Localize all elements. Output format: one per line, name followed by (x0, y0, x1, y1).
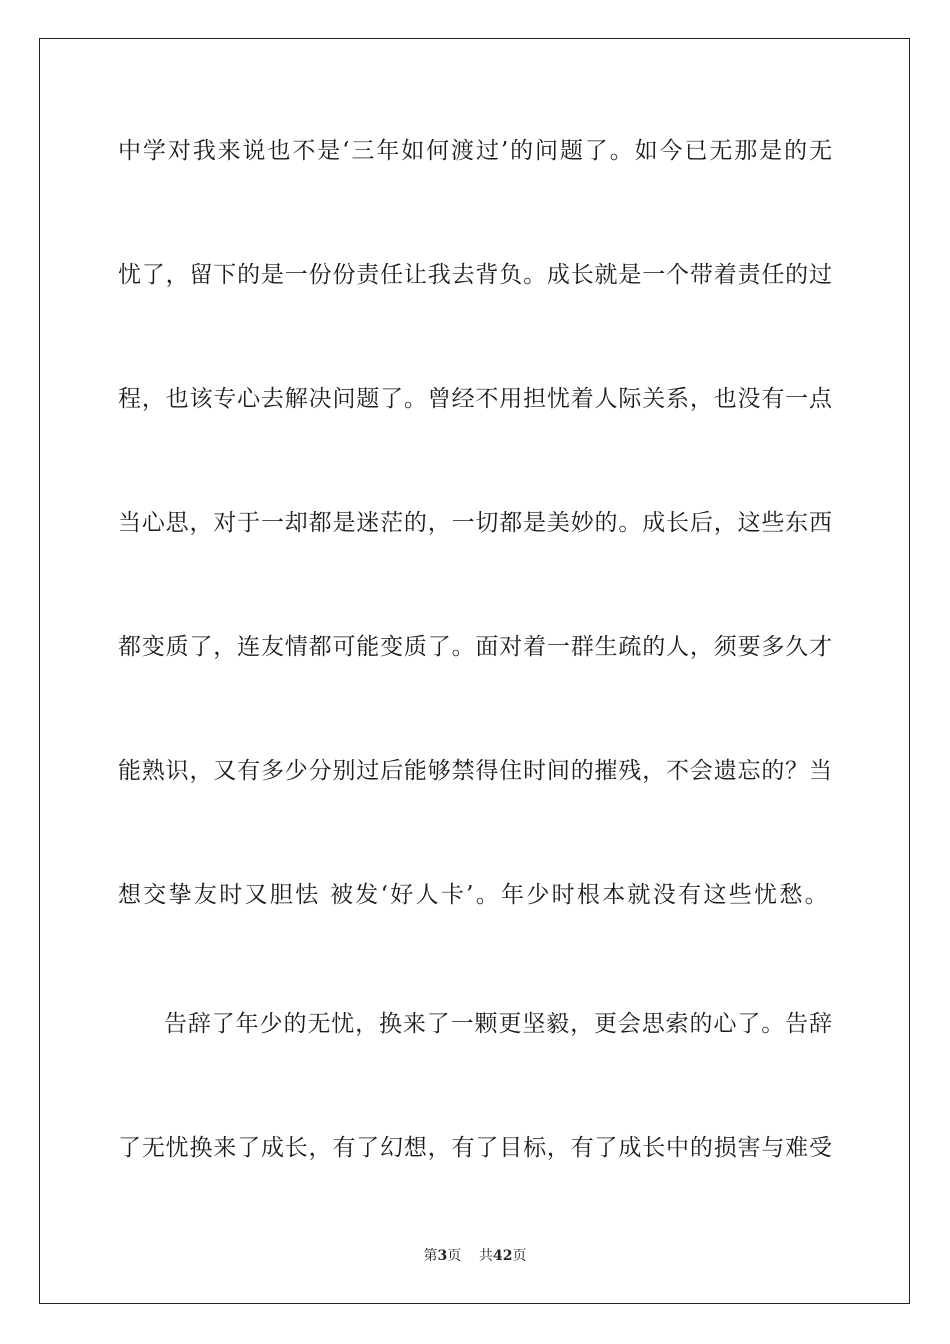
text-line-2: 忧了，留下的是一份份责任让我去背负。成长就是一个带着责任的过 (118, 262, 832, 288)
text-line-1: 中学对我来说也不是‘三年如何渡过’的问题了。如今已无那是的无 (118, 138, 832, 164)
page-footer (0, 1246, 950, 1266)
footer-page-prefix: 第 (423, 1248, 438, 1264)
text-line-4: 当心思，对于一却都是迷茫的，一切都是美妙的。成长后，这些东西 (118, 510, 832, 536)
footer-total-suffix: 页 (512, 1248, 527, 1264)
page-border (39, 38, 910, 1304)
footer-total-pages: 42 (493, 1248, 513, 1264)
footer-page-suffix: 页 (447, 1248, 462, 1264)
text-line-9: 了无忧换来了成长，有了幻想，有了目标，有了成长中的损害与难受 (118, 1135, 832, 1161)
text-line-6: 能熟识，又有多少分别过后能够禁得住时间的摧残，不会遗忘的？当 (118, 758, 832, 784)
text-line-8: 告辞了年少的无忧，换来了一颗更坚毅，更会思索的心了。告辞 (164, 1011, 832, 1037)
text-line-7: 想交挚友时又胆怯 被发‘好人卡’。年少时根本就没有这些忧愁。 (118, 882, 830, 908)
footer-total-prefix: 共 (479, 1248, 494, 1264)
text-line-3: 程，也该专心去解决问题了。曾经不用担忧着人际关系，也没有一点 (118, 386, 832, 412)
footer-page-number: 3 (437, 1248, 448, 1264)
text-line-5: 都变质了，连友情都可能变质了。面对着一群生疏的人，须要多久才 (118, 634, 832, 660)
